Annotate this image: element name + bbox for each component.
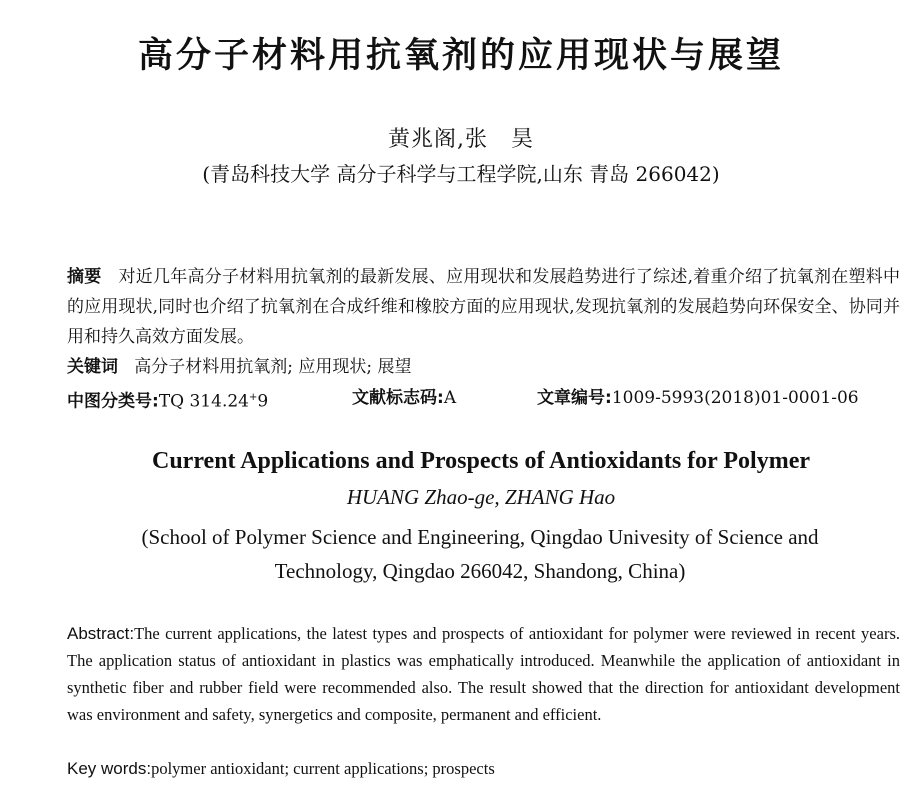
article-number <box>537 384 859 412</box>
chinese-abstract <box>67 262 900 352</box>
document-code <box>352 384 456 412</box>
english-keywords-text: polymer antioxidant; current applications; prospects <box>151 759 495 778</box>
english-abstract-label: Abstract: <box>67 624 135 643</box>
english-keywords <box>67 755 900 782</box>
english-affiliation: (School of Polymer Science and Engineering, Qingdao Univesity of Science and Technology, Qingdao 266042, Shandong, China) <box>141 525 819 583</box>
english-abstract <box>67 620 900 728</box>
english-title: Current Applications and Prospects of Antioxidants for Polymer <box>151 448 811 474</box>
chinese-title: 高分子材料用抗氧剂的应用现状与展望 <box>137 36 784 76</box>
clc-value: TQ 314.24 <box>158 391 249 412</box>
clc-number <box>67 384 268 416</box>
chinese-affiliation: (青岛科技大学 高分子科学与工程学院,山东 青岛 266042) <box>202 162 720 186</box>
chinese-abstract-text: 对近几年高分子材料用抗氧剂的最新发展、应用现状和发展趋势进行了综述,着重介绍了抗氧剂在塑料中的应用现状,同时也介绍了抗氧剂在合成纤维和橡胶方面的应用现状,发现抗氧剂的发展趋势向环保安全、协同并用和持久高效方面发展。 <box>67 267 901 347</box>
chinese-keywords-text: 高分子材料用抗氧剂; 应用现状; 展望 <box>134 357 412 377</box>
english-authors: HUANG Zhao-ge, ZHANG Hao <box>346 485 616 509</box>
chinese-keywords <box>67 353 900 381</box>
article-number-value: 1009-5993(2018)01-0001-06 <box>611 388 859 408</box>
clc-tail: 9 <box>257 391 269 412</box>
clc-label: 中图分类号: <box>67 391 159 412</box>
chinese-authors: 黄兆阁,张 昊 <box>388 127 534 152</box>
article-number-label: 文章编号: <box>537 388 612 408</box>
chinese-keywords-label: 关键词 <box>67 357 118 377</box>
clc-sup: + <box>248 392 258 403</box>
document-code-value: A <box>443 388 457 408</box>
english-keywords-label: Key words: <box>67 759 152 778</box>
english-abstract-text: The current applications, the latest types and prospects of antioxidant for polymer were reviewed in recent years. The application status of antioxidant in plastics was emphatically introduced. Meanwhile the application of antioxidant in synthetic fiber and rubber field were recommended also. The result showed that the direction for antioxidant development was environment and safety, synergetics and composite, permanent and efficient. <box>67 624 900 724</box>
chinese-abstract-label: 摘要 <box>67 267 102 287</box>
document-code-label: 文献标志码: <box>352 388 444 408</box>
